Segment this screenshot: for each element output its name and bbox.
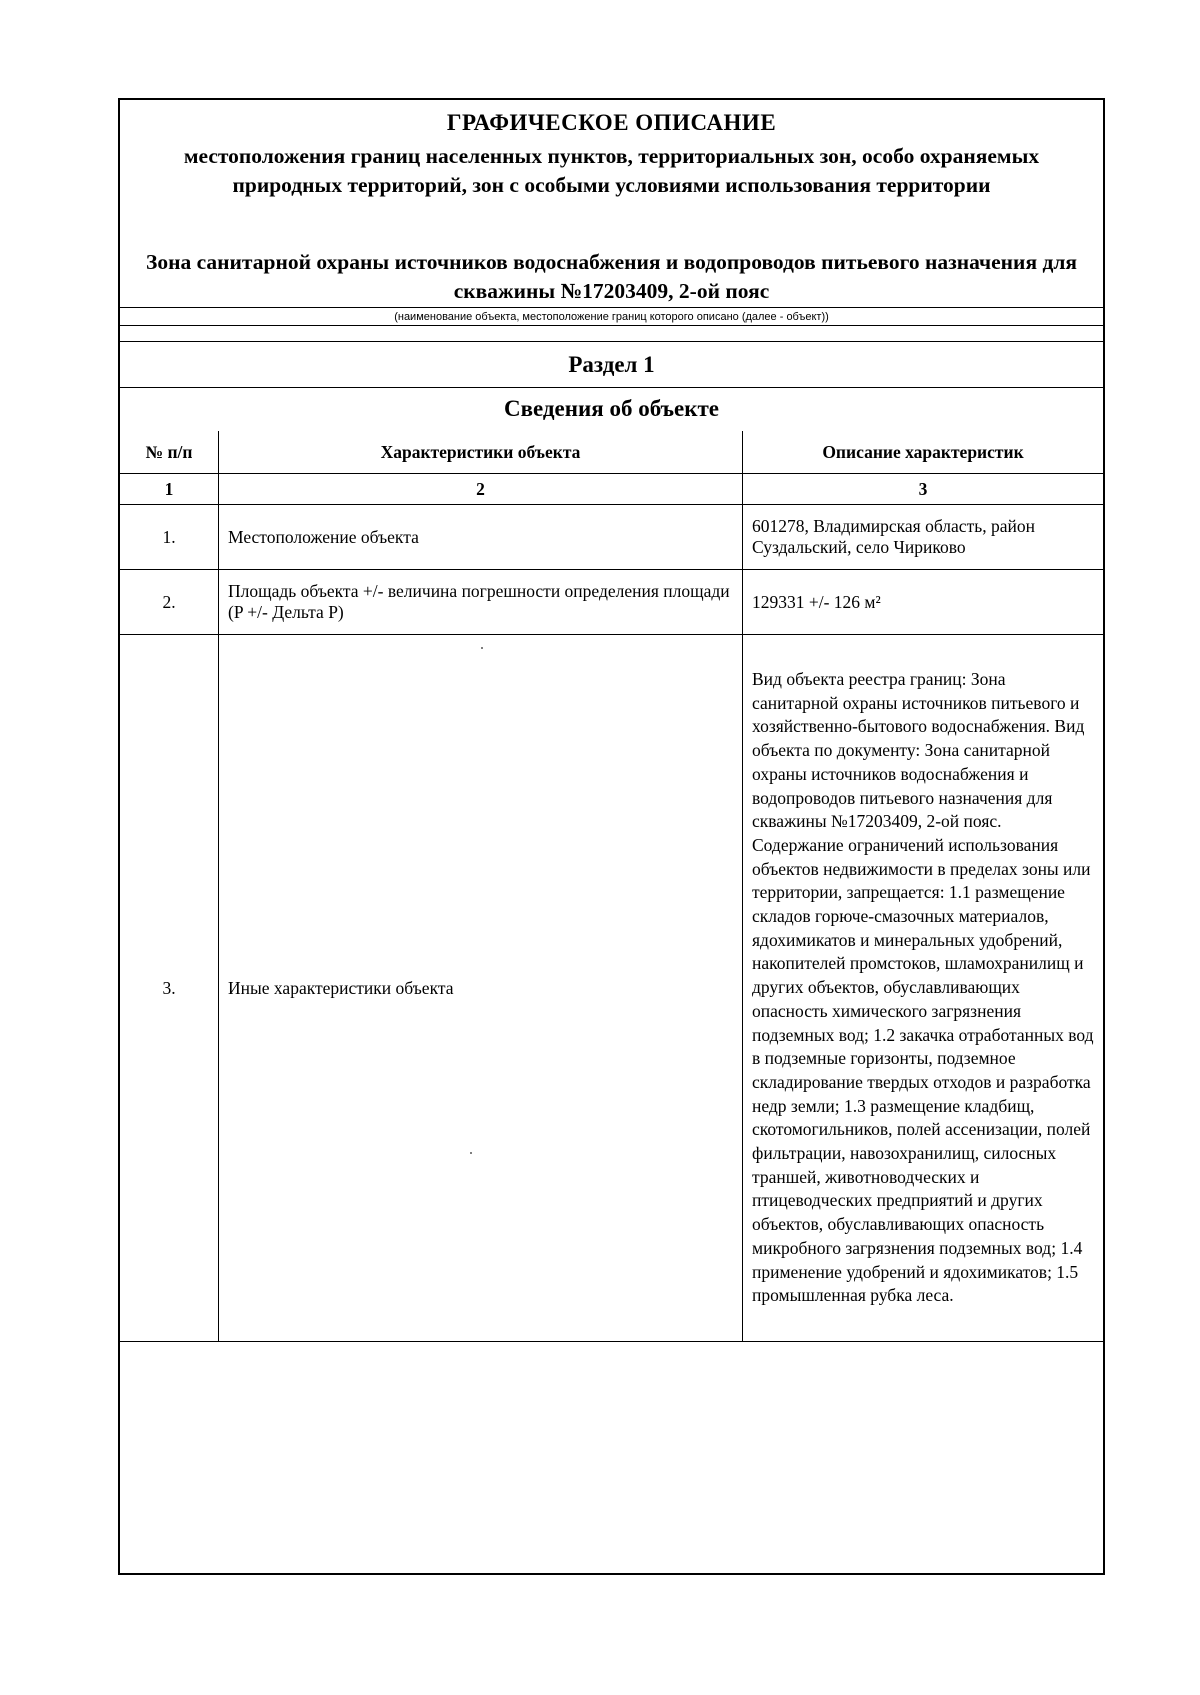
section-title: Раздел 1 — [568, 352, 655, 377]
scan-speck — [470, 1152, 472, 1154]
column-number: 2 — [219, 474, 743, 505]
row-number: 1. — [120, 505, 219, 570]
row-characteristic: Иные характеристики объекта — [219, 635, 743, 1342]
divider — [120, 325, 1103, 326]
object-name: Зона санитарной охраны источников водоснабжения и водопроводов питьевого назначения для скважины №17203409, 2-ой пояс — [145, 250, 1078, 303]
divider — [120, 307, 1103, 308]
scan-speck — [481, 647, 483, 649]
table-row — [120, 505, 1103, 570]
table-row — [120, 570, 1103, 635]
object-name-caption: (наименование объекта, местоположение границ которого описано (далее - объект)) — [394, 311, 829, 323]
table-header-row — [120, 431, 1103, 474]
divider — [120, 387, 1103, 388]
row-characteristic: Местоположение объекта — [219, 505, 743, 570]
row-description: 129331 +/- 126 м² — [743, 570, 1104, 635]
row-characteristic: Площадь объекта +/- величина погрешности определения площади (P +/- Дельта P) — [219, 570, 743, 635]
document-subtitle: местоположения границ населенных пунктов, территориальных зон, особо охраняемых природных территорий, зон с особыми условиями использования территории — [183, 144, 1040, 197]
header-description: Описание характеристик — [743, 431, 1104, 474]
row-description: Вид объекта реестра границ: Зона санитарной охраны источников питьевого и хозяйственно-бытового водоснабжения. Вид объекта по документу: Зона санитарной охраны источников водоснабжения и водопроводов питьевого назначения для скважины №17203409, 2-ой пояс. Содержание ограничений использования объектов недвижимости в пределах зоны или территории, запрещается: 1.1 размещение складов горюче-смазочных материалов, ядохимикатов и минеральных удобрений, накопителей промстоков, шламохранилищ и других объектов, обуславливающих опасность химического загрязнения подземных вод; 1.2 закачка отработанных вод в подземные горизонты, подземное складирование твердых отходов и разработка недр земли; 1.3 размещение кладбищ, скотомогильников, полей ассенизации, полей фильтрации, навозохранилищ, силосных траншей, животноводческих и птицеводческих предприятий и других объектов, обуславливающих опасность микробного загрязнения подземных вод; 1.4 применение удобрений и ядохимикатов; 1.5 промышленная рубка леса. — [743, 635, 1104, 1342]
column-number-row — [120, 474, 1103, 505]
row-number: 3. — [120, 635, 219, 1342]
row-description: 601278, Владимирская область, район Суздальский, село Чириково — [743, 505, 1104, 570]
divider — [120, 341, 1103, 342]
document-title: ГРАФИЧЕСКОЕ ОПИСАНИЕ — [446, 110, 777, 135]
document-frame — [118, 98, 1105, 1575]
column-number: 3 — [743, 474, 1104, 505]
column-number: 1 — [120, 474, 219, 505]
header-number: № п/п — [120, 431, 219, 474]
table-row — [120, 635, 1103, 1342]
header-characteristic: Характеристики объекта — [219, 431, 743, 474]
section-subtitle: Сведения об объекте — [503, 396, 720, 421]
object-info-table — [120, 431, 1103, 1342]
row-number: 2. — [120, 570, 219, 635]
